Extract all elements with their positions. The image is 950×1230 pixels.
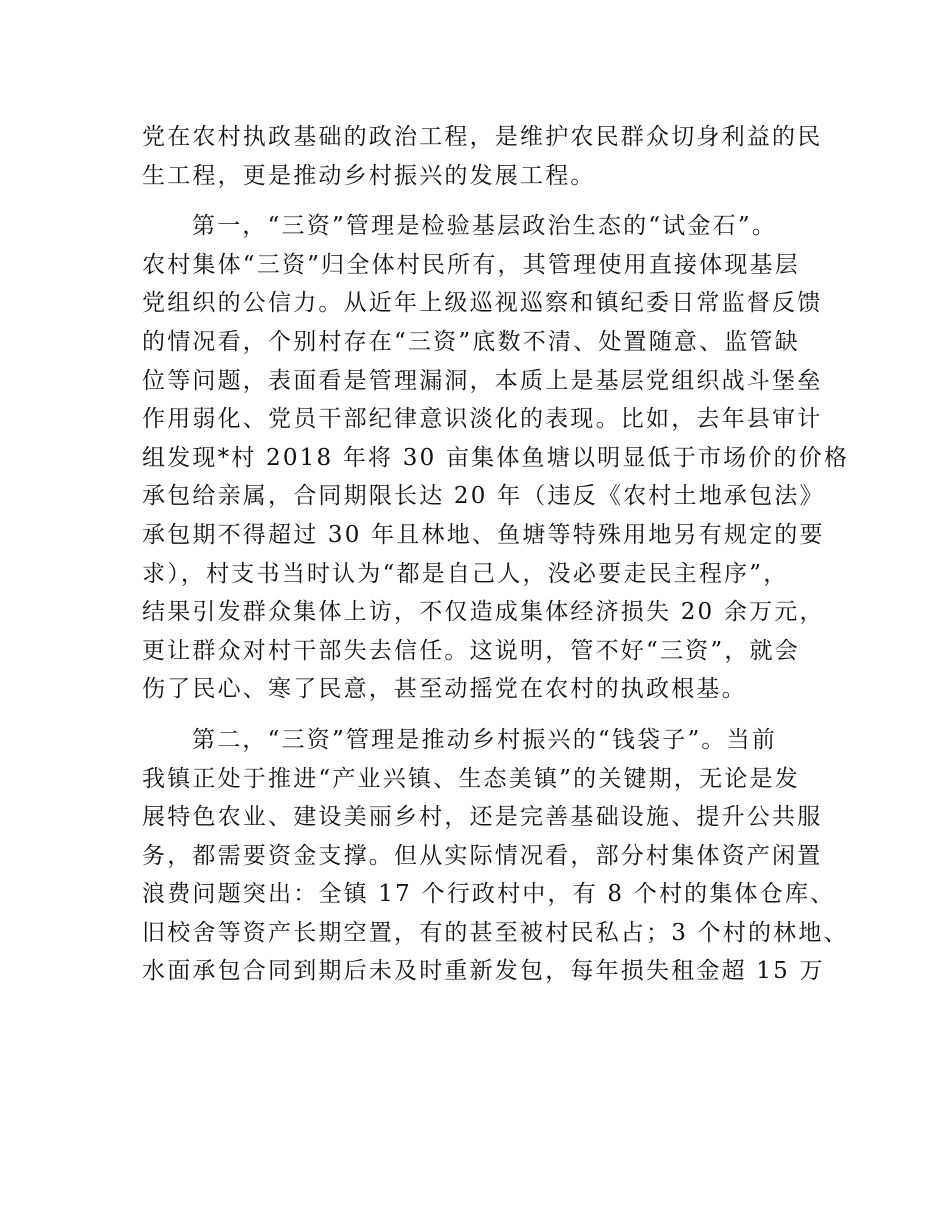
paragraph-spacer xyxy=(142,195,812,207)
text-line: 结果引发群众集体上访，不仅造成集体经济损失 20 余万元， xyxy=(142,599,825,626)
paragraph-second-point xyxy=(142,721,849,991)
text-line: 求），村支书当时认为“都是自己人，没必要走民主程序”， xyxy=(142,560,789,587)
text-line: 生工程，更是推动乡村振兴的发展工程。 xyxy=(142,162,596,189)
text-line: 党在农村执政基础的政治工程，是维护农民群众切身利益的民 xyxy=(142,124,823,150)
paragraph-first-point xyxy=(142,207,850,709)
paragraph-spacer xyxy=(142,709,812,721)
text-line: 第一，“三资”管理是检验基层政治生态的“试金石”。 xyxy=(192,213,778,240)
text-line: 务，都需要资金支撑。但从实际情况看，部分村集体资产闲置 xyxy=(142,842,823,869)
text-line: 的情况看，个别村存在“三资”底数不清、处置随意、监管缺 xyxy=(142,328,800,355)
text-line: 农村集体“三资”归全体村民所有，其管理使用直接体现基层 xyxy=(142,251,800,278)
paragraph-intro-continued xyxy=(142,118,823,195)
text-line: 浪费问题突出：全镇 17 个行政村中，有 8 个村的集体仓库、 xyxy=(142,881,836,908)
document-body xyxy=(142,118,850,991)
text-line: 水面承包合同到期后未及时重新发包，每年损失租金超 15 万 xyxy=(142,958,825,985)
text-line: 位等问题，表面看是管理漏洞，本质上是基层党组织战斗堡垒 xyxy=(142,367,823,394)
text-line: 更让群众对村干部失去信任。这说明，管不好“三资”，就会 xyxy=(142,637,800,664)
text-line: 党组织的公信力。从近年上级巡视巡察和镇纪委日常监督反馈 xyxy=(142,290,823,317)
text-line: 作用弱化、党员干部纪律意识淡化的表现。比如，去年县审计 xyxy=(142,406,823,433)
text-line: 展特色农业、建设美丽乡村，还是完善基础设施、提升公共服 xyxy=(142,804,823,831)
text-line: 我镇正处于推进“产业兴镇、生态美镇”的关键期，无论是发 xyxy=(142,765,800,792)
text-line: 第二，“三资”管理是推动乡村振兴的“钱袋子”。当前 xyxy=(192,726,778,753)
text-line: 承包期不得超过 30 年且林地、鱼塘等特殊用地另有规定的要 xyxy=(142,521,825,548)
text-line: 伤了民心、寒了民意，甚至动摇党在农村的执政根基。 xyxy=(142,676,747,703)
text-line: 承包给亲属，合同期限长达 20 年（违反《农村土地承包法》 xyxy=(142,483,825,510)
text-line: 旧校舍等资产长期空置，有的甚至被村民私占；3 个村的林地、 xyxy=(142,919,849,946)
text-line: 组发现*村 2018 年将 30 亩集体鱼塘以明显低于市场价的价格 xyxy=(142,444,850,471)
